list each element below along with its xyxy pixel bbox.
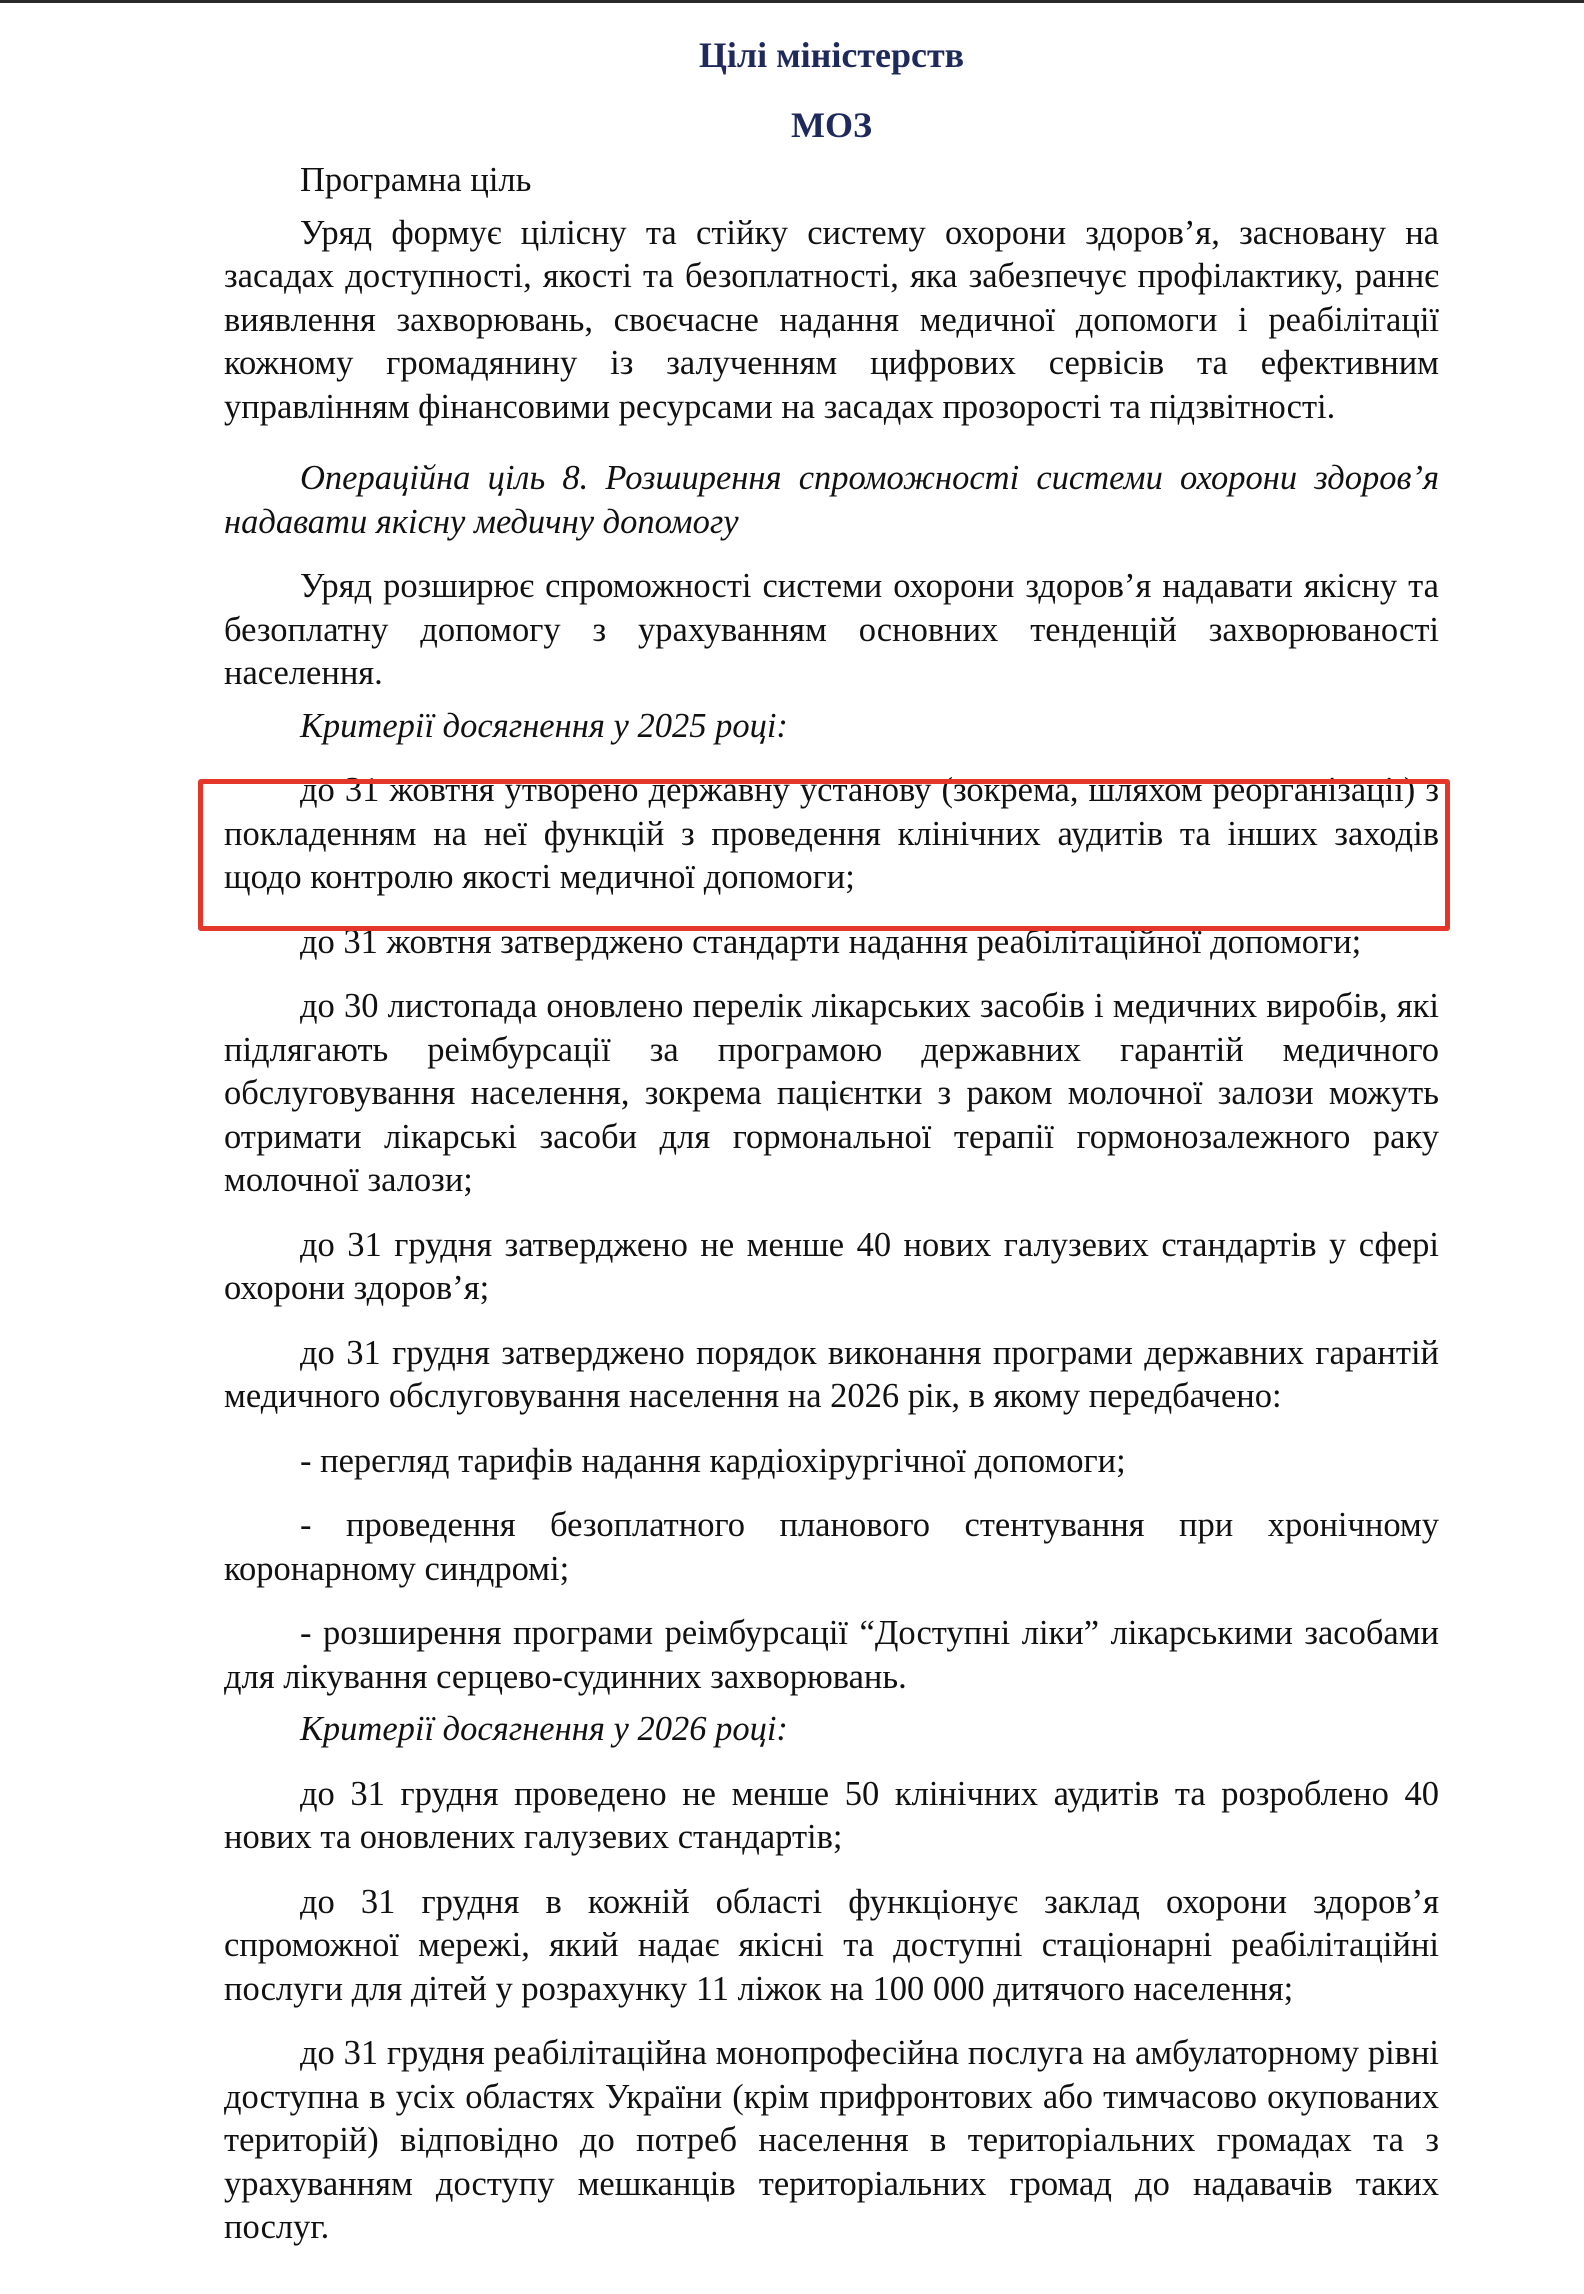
operational-goal-heading: Операційна ціль 8. Розширення спроможності системи охорони здоров’я надавати якісну медичну допомогу (224, 459, 1439, 541)
provision-item: - перегляд тарифів надання кардіохірургічної допомоги; (300, 1441, 1126, 1480)
criteria-2025-item: до 30 листопада оновлено перелік лікарських засобів і медичних виробів, які підлягають реімбурсації за програмою державних гарантій медичного обслуговування населення, зокрема пацієнтки з раком молочної залози можуть отримати лікарські засоби для гормональної терапії гормонозалежного раку молочної залози; (224, 987, 1439, 1199)
criteria-2026-item: до 31 грудня проведено не менше 50 клінічних аудитів та розроблено 40 нових та оновлених галузевих стандартів; (224, 1774, 1439, 1856)
page-top-border (0, 0, 1584, 3)
document-title: Цілі міністерств (698, 35, 965, 75)
criteria-2025-item: до 31 жовтня затверджено стандарти надання реабілітаційної допомоги; (300, 922, 1362, 961)
criteria-2025-item: до 31 грудня затверджено не менше 40 нових галузевих стандартів у сфері охорони здоров’я; (224, 1225, 1439, 1307)
criteria-2025-item-highlighted: до 31 жовтня утворено державну установу (зокрема, шляхом реорганізації) з покладенням на неї функцій з проведення клінічних аудитів та інших заходів щодо контролю якості медичної допомоги; (224, 771, 1439, 896)
provision-item: - розширення програми реімбурсації “Доступні ліки” лікарськими засобами для лікування серцево-судинних захворювань. (224, 1614, 1439, 1696)
document-page (224, 20, 1439, 2250)
provision-item: - проведення безоплатного планового стентування при хронічному коронарному синдромі; (224, 1506, 1439, 1588)
criteria-2026-item: до 31 грудня реабілітаційна монопрофесійна послуга на амбулаторному рівні доступна в усіх областях України (крім прифронтових або тимчасово окупованих територій) відповідно до потреб населення в територіальних громадах та з урахуванням доступу мешканців територіальних громад до надавачів таких послуг. (224, 2034, 1439, 2246)
ministry-title: МОЗ (791, 105, 872, 145)
program-goal-text: Уряд формує цілісну та стійку систему охорони здоров’я, засновану на засадах доступності, якості та безоплатності, яка забезпечує профілактику, раннє виявлення захворювань, своєчасне надання медичної допомоги і реабілітації кожному громадянину із залученням цифрових сервісів та ефективним управлінням фінансовими ресурсами на засадах прозорості та підзвітності. (224, 213, 1439, 426)
criteria-2025-heading: Критерії досягнення у 2025 році: (300, 706, 788, 745)
highlight-frame (198, 779, 1450, 931)
criteria-2025-item: до 31 грудня затверджено порядок виконання програми державних гарантій медичного обслуговування населення на 2026 рік, в якому передбачено: (224, 1333, 1439, 1415)
criteria-2026-item: до 31 грудня в кожній області функціонує заклад охорони здоров’я спроможної мережі, який надає якісні та доступні стаціонарні реабілітаційні послуги для дітей у розрахунку 11 ліжок на 100 000 дитячого населення; (224, 1882, 1439, 2008)
program-goal-label: Програмна ціль (300, 161, 532, 199)
criteria-2026-heading: Критерії досягнення у 2026 році: (300, 1710, 788, 1748)
operational-goal-text: Уряд розширює спроможності системи охорони здоров’я надавати якісну та безоплатну допомогу з урахуванням основних тенденцій захворюваності населення. (224, 567, 1439, 692)
